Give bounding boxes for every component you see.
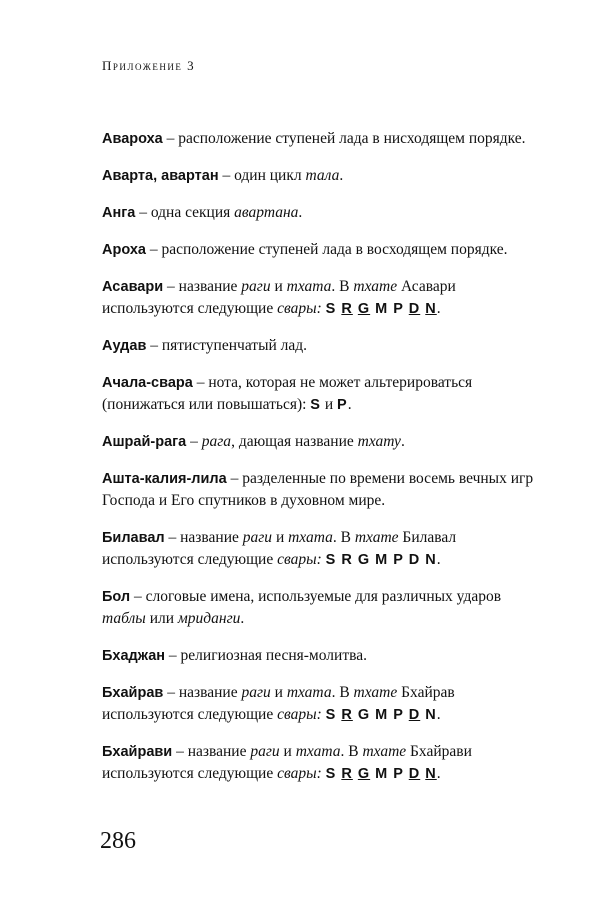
note-altered: N — [425, 766, 437, 782]
definition-italic: тхате — [362, 743, 407, 760]
glossary-entry — [102, 645, 542, 667]
definition-text: – слоговые имена, используемые для различных ударов — [130, 588, 502, 605]
note: N — [425, 707, 437, 723]
definition-italic: тхате — [354, 529, 399, 546]
glossary-entry — [102, 239, 542, 261]
glossary-entry — [102, 431, 542, 453]
definition-italic: тхате — [353, 684, 398, 701]
definition-italic: тхате — [353, 278, 398, 295]
page-number: 286 — [100, 828, 136, 854]
definition-italic: свары: — [277, 765, 322, 782]
definition-text: . — [436, 551, 441, 568]
definition-text: и — [272, 529, 289, 546]
note-altered: R — [341, 301, 353, 317]
note: P — [393, 301, 404, 317]
definition-italic: свары: — [277, 551, 322, 568]
glossary-entry — [102, 468, 542, 512]
note: S — [325, 766, 337, 782]
definition-text: – название — [172, 743, 251, 760]
definition-italic: тала — [305, 167, 340, 184]
term: Бхайрав — [102, 685, 164, 701]
note-altered: R — [341, 707, 353, 723]
definition-italic: раги — [241, 278, 271, 295]
definition-text: – нота, которая не может альтерироваться — [192, 374, 473, 391]
definition-text: . — [298, 204, 303, 221]
definition-italic: раги — [242, 529, 273, 546]
definition-text: . — [240, 610, 245, 627]
definition-text: или — [145, 610, 178, 627]
definition-text: , дающая название — [231, 433, 358, 450]
definition: – пятиступенчатый лад. — [146, 337, 308, 354]
definition-italic: свары: — [277, 706, 322, 723]
note: M — [375, 707, 389, 723]
definition-text: используются следующие — [102, 765, 278, 782]
definition-text: . В — [332, 529, 355, 546]
definition-text: – название — [164, 529, 243, 546]
note-altered: D — [408, 707, 421, 723]
note-altered: G — [357, 766, 371, 782]
svara-notes — [326, 301, 437, 317]
note: P — [393, 766, 404, 782]
glossary-entry — [102, 682, 542, 726]
glossary-entry — [102, 165, 542, 187]
term: Анга — [102, 205, 136, 221]
definition-italic: раги — [250, 743, 280, 760]
glossary-entry — [102, 276, 542, 320]
definition-text: . В — [331, 684, 354, 701]
definition-text: (понижаться или повышаться): — [102, 396, 311, 413]
term: Бхаджан — [102, 648, 166, 664]
entry-line — [102, 372, 542, 394]
note: G — [357, 707, 371, 723]
note: S — [310, 397, 321, 413]
entry-line — [102, 468, 542, 490]
running-header: Приложение 3 — [102, 58, 196, 73]
definition-italic: тхата — [286, 278, 332, 295]
note: S — [325, 707, 337, 723]
note-altered: D — [408, 301, 421, 317]
glossary-entry — [102, 527, 542, 571]
definition-text: и — [320, 396, 338, 413]
definition-text: – разделенные по времени восемь вечных игр — [226, 470, 534, 487]
term: Ашта-калия-лила — [102, 471, 227, 487]
glossary-entry — [102, 202, 542, 224]
glossary-entry — [102, 372, 542, 416]
svara-notes — [326, 552, 437, 568]
entry-line: Господа и Его спутников в духовном мире. — [102, 492, 386, 509]
note: M — [375, 766, 389, 782]
entry-line — [102, 527, 542, 549]
term: Бхайрави — [102, 744, 173, 760]
term: Ароха — [102, 242, 146, 258]
definition-text: Бхайрав — [397, 684, 455, 701]
note: M — [375, 552, 389, 568]
definition: – религиозная песня-молитва. — [165, 647, 367, 664]
note: P — [393, 552, 404, 568]
definition-text: . — [347, 396, 352, 413]
term: Ашрай-рага — [102, 434, 187, 450]
definition-text: – одна секция — [135, 204, 235, 221]
svara-notes — [326, 766, 437, 782]
note-altered: D — [408, 766, 421, 782]
glossary-entry — [102, 586, 542, 630]
definition-text: используются следующие — [102, 706, 278, 723]
definition-text: – название — [163, 278, 242, 295]
definition-italic: тхата — [295, 743, 341, 760]
entry-line — [102, 586, 542, 608]
definition-text: используются следующие — [102, 551, 278, 568]
term: Билавал — [102, 530, 165, 546]
definition-text: . — [339, 167, 344, 184]
glossary-entry — [102, 335, 542, 357]
definition-text: . — [436, 765, 441, 782]
note: S — [325, 552, 337, 568]
term: Аудав — [102, 338, 147, 354]
entry-line — [102, 394, 542, 416]
definition-italic: таблы — [102, 610, 146, 627]
glossary-entries — [102, 128, 542, 785]
note-altered: G — [357, 301, 371, 317]
entry-line — [102, 763, 542, 785]
definition-text: . — [400, 433, 405, 450]
definition: – расположение ступеней лада в нисходящем порядке. — [162, 130, 526, 147]
definition-text: Асавари — [397, 278, 456, 295]
definition-italic: тхата — [288, 529, 333, 546]
entry-line — [102, 276, 542, 298]
note: N — [425, 552, 437, 568]
note-altered: R — [341, 766, 353, 782]
note: M — [375, 301, 389, 317]
definition: – расположение ступеней лада в восходящем порядке. — [145, 241, 508, 258]
definition-italic: тхата — [286, 684, 332, 701]
definition-text: Билавал — [398, 529, 457, 546]
definition-text: и — [270, 684, 287, 701]
definition-italic: мриданги — [177, 610, 241, 627]
entry-line — [102, 298, 542, 320]
glossary-entry — [102, 741, 542, 785]
definition-text: используются следующие — [102, 300, 278, 317]
entry-line — [102, 549, 542, 571]
entry-line — [102, 704, 542, 726]
definition-italic: тхату — [357, 433, 401, 450]
definition-text: . В — [340, 743, 363, 760]
definition-italic: раги — [241, 684, 271, 701]
definition-text: – название — [163, 684, 242, 701]
note-altered: N — [425, 301, 437, 317]
definition-italic: свары: — [277, 300, 322, 317]
term: Аварта, авартан — [102, 168, 219, 184]
entry-line — [102, 682, 542, 704]
definition-text: Бхайрави — [406, 743, 472, 760]
note: D — [408, 552, 421, 568]
entry-line — [102, 608, 542, 630]
note: G — [357, 552, 371, 568]
definition-text: – — [186, 433, 202, 450]
note: P — [337, 397, 348, 413]
term: Авароха — [102, 131, 163, 147]
term: Асавари — [102, 279, 164, 295]
glossary-entry — [102, 128, 542, 150]
svara-notes — [326, 707, 437, 723]
term: Бол — [102, 589, 131, 605]
definition-text: и — [270, 278, 287, 295]
definition-text: . В — [331, 278, 354, 295]
entry-line — [102, 741, 542, 763]
definition-text: . — [436, 706, 441, 723]
definition-text: . — [436, 300, 441, 317]
note: S — [325, 301, 337, 317]
definition-text: – один цикл — [218, 167, 306, 184]
note: R — [341, 552, 353, 568]
definition-text: и — [279, 743, 296, 760]
definition-italic: авартана — [234, 204, 299, 221]
term: Ачала-свара — [102, 375, 193, 391]
note: P — [393, 707, 404, 723]
definition-italic: рага — [201, 433, 232, 450]
